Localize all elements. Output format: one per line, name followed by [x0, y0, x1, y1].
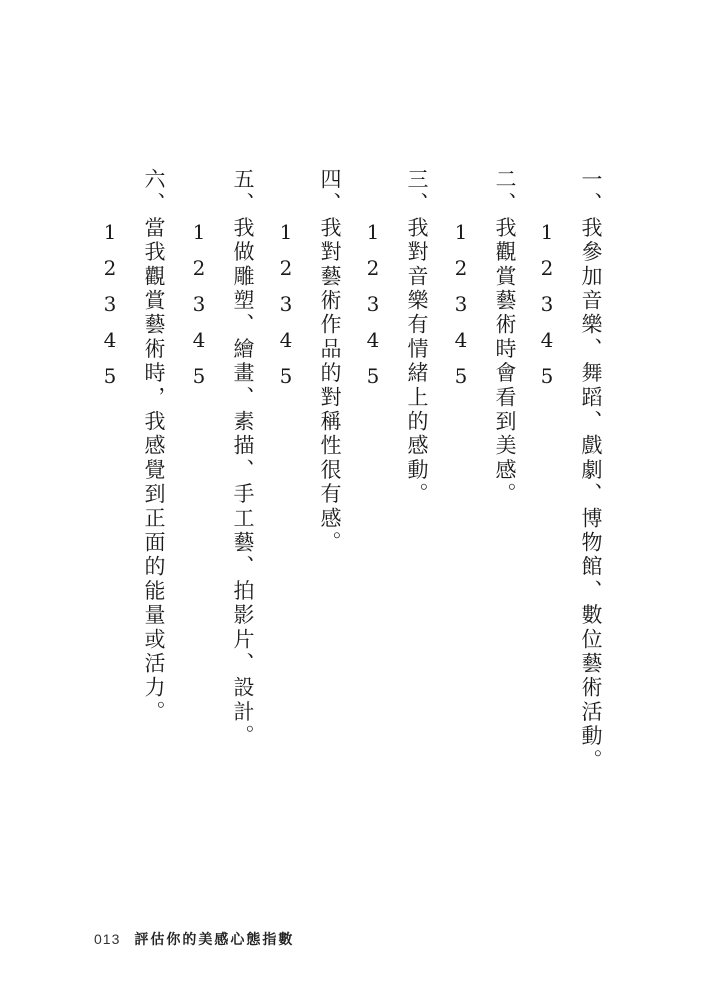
question-1-text: 一、我參加音樂、舞蹈、戲劇、博物館、數位藝術活動。	[579, 168, 603, 773]
rating-2: 2	[192, 256, 206, 280]
question-2-text: 二、我觀賞藝術時會看到美感。	[493, 168, 517, 507]
rating-3: 3	[279, 292, 293, 316]
page-footer	[94, 929, 294, 949]
rating-2: 2	[454, 256, 468, 280]
rating-1: 1	[103, 220, 117, 244]
rating-4: 4	[279, 328, 293, 352]
rating-3: 3	[192, 292, 206, 316]
rating-3: 3	[103, 292, 117, 316]
rating-2: 2	[103, 256, 117, 280]
rating-3: 3	[540, 292, 554, 316]
rating-1: 1	[366, 220, 380, 244]
rating-1: 1	[279, 220, 293, 244]
rating-4: 4	[192, 328, 206, 352]
question-5-ratings	[189, 222, 209, 402]
rating-4: 4	[540, 328, 554, 352]
question-6-ratings	[100, 222, 120, 402]
question-6-text: 六、當我觀賞藝術時，我感覺到正面的能量或活力。	[142, 168, 166, 725]
rating-2: 2	[366, 256, 380, 280]
running-title: 評估你的美感心態指數	[134, 932, 295, 948]
question-4-text: 四、我對藝術作品的對稱性很有感。	[318, 168, 342, 556]
rating-5: 5	[103, 364, 117, 388]
rating-5: 5	[279, 364, 293, 388]
question-5-text: 五、我做雕塑、繪畫、素描、手工藝、拍影片、設計。	[231, 168, 255, 749]
rating-2: 2	[279, 256, 293, 280]
rating-4: 4	[103, 328, 117, 352]
page-number: 013	[94, 931, 121, 947]
rating-5: 5	[366, 364, 380, 388]
rating-5: 5	[540, 364, 554, 388]
question-3-ratings	[363, 222, 383, 402]
rating-1: 1	[192, 220, 206, 244]
question-1-ratings	[537, 222, 557, 402]
rating-1: 1	[540, 220, 554, 244]
rating-3: 3	[454, 292, 468, 316]
rating-3: 3	[366, 292, 380, 316]
question-3-text: 三、我對音樂有情緒上的感動。	[405, 168, 429, 507]
rating-4: 4	[366, 328, 380, 352]
rating-4: 4	[454, 328, 468, 352]
rating-5: 5	[192, 364, 206, 388]
rating-5: 5	[454, 364, 468, 388]
question-2-ratings	[451, 222, 471, 402]
rating-2: 2	[540, 256, 554, 280]
question-4-ratings	[276, 222, 296, 402]
rating-1: 1	[454, 220, 468, 244]
